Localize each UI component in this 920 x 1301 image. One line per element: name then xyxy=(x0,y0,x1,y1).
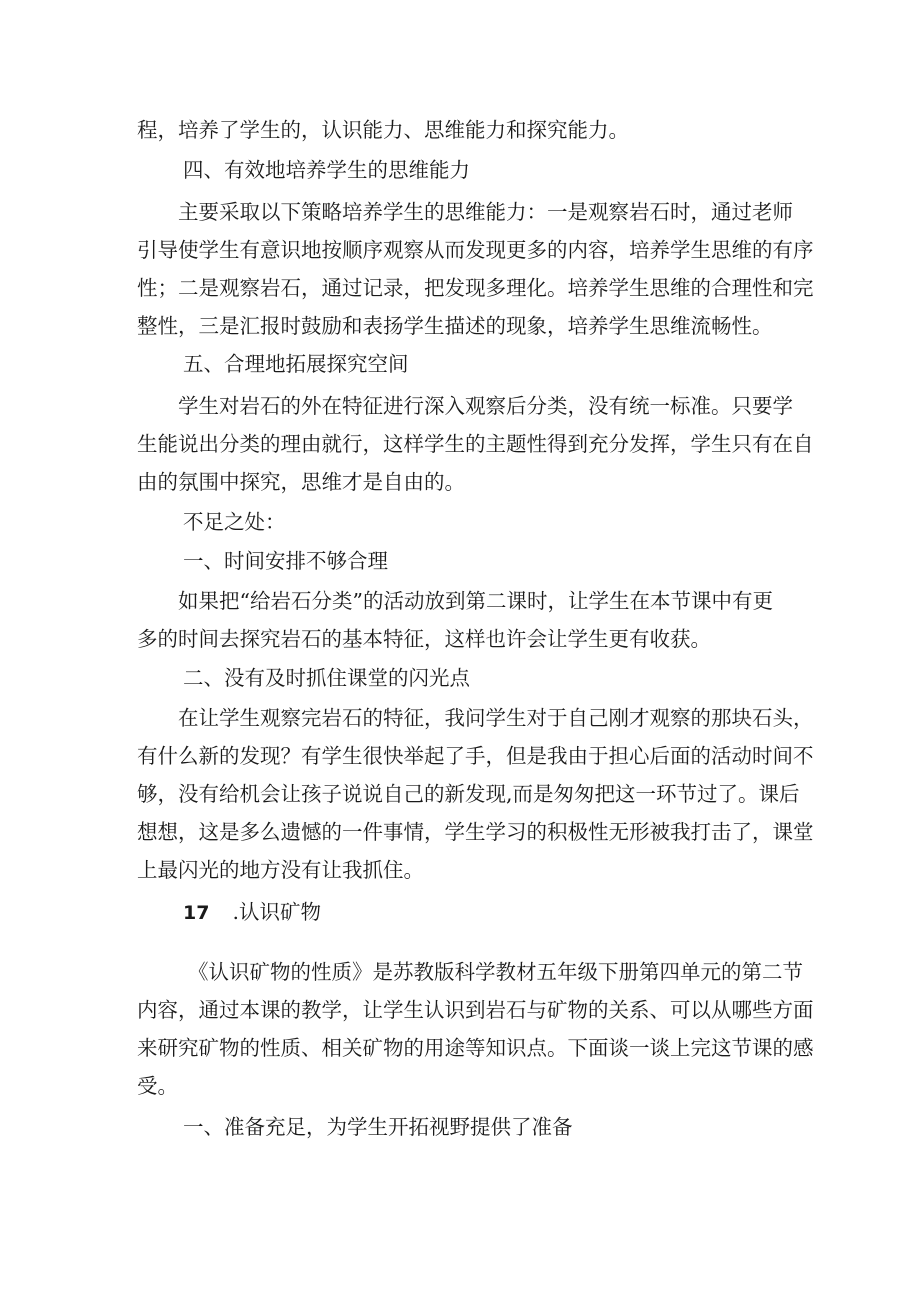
section-title: .认识矿物 xyxy=(232,900,322,924)
heading-shortcomings: 不足之处： xyxy=(183,510,286,534)
text-line: 想想，这是多么遗憾的一件事情，学生学习的积极性无形被我打击了，课堂 xyxy=(137,820,814,844)
paragraph-minerals-intro xyxy=(137,953,814,1105)
text-line: 由的氛围中探究，思维才是自由的。 xyxy=(137,470,465,494)
text-line: 来研究矿物的性质、相关矿物的用途等知识点。下面谈一谈上完这节课的感 xyxy=(137,1036,814,1060)
heading-highlight-moment: 二、没有及时抓住课堂的闪光点 xyxy=(183,666,470,690)
paragraph-continuation xyxy=(137,111,787,149)
heading-effective-thinking: 四、有效地培养学生的思维能力 xyxy=(183,158,470,182)
heading-time-arrangement: 一、时间安排不够合理 xyxy=(183,549,388,573)
text-line: 受。 xyxy=(137,1074,178,1098)
text-line: 上最闪光的地方没有让我抓住。 xyxy=(137,858,424,882)
text-line: 生能说出分类的理由就行，这样学生的主题性得到充分发挥，学生只有在自 xyxy=(137,432,814,456)
paragraph-thinking-strategies xyxy=(137,193,814,345)
text-line: 性；二是观察岩石，通过记录，把发现多理化。培养学生思维的合理性和完 xyxy=(137,276,814,300)
heading-preparation: 一、准备充足，为学生开拓视野提供了准备 xyxy=(183,1115,573,1139)
section-number: 17 xyxy=(183,902,210,924)
text-line: 内容，通过本课的教学，让学生认识到岩石与矿物的关系、可以从哪些方面 xyxy=(137,998,814,1022)
text-line: 主要采取以下策略培养学生的思维能力：一是观察岩石时，通过老师 xyxy=(178,200,793,224)
text-line: 整性，三是汇报时鼓励和表扬学生描述的现象，培养学生思维流畅性。 xyxy=(137,314,773,338)
paragraph-highlight-moment xyxy=(137,699,814,889)
text-line: 学生对岩石的外在特征进行深入观察后分类，没有统一标准。只要学 xyxy=(178,394,793,418)
paragraph-classification xyxy=(137,387,814,501)
section-heading-minerals xyxy=(183,893,321,932)
text-line: 引导使学生有意识地按顺序观察从而发现更多的内容，培养学生思维的有序 xyxy=(137,238,814,262)
text-line: 够，没有给机会让孩子说说自己的新发现,而是匆匆把这一环节过了。课后 xyxy=(137,782,800,806)
text-line: 如果把“给岩石分类”的活动放到第二课时，让学生在本节课中有更 xyxy=(178,589,773,613)
text-line: 《认识矿物的性质》是苏教版科学教材五年级下册第四单元的第二节 xyxy=(188,960,803,984)
text-line: 在让学生观察完岩石的特征，我问学生对于自己刚才观察的那块石头， xyxy=(178,706,814,730)
text-line: 多的时间去探究岩石的基本特征，这样也许会让学生更有收获。 xyxy=(137,627,711,651)
text-line: 有什么新的发现？有学生很快举起了手，但是我由于担心后面的活动时间不 xyxy=(137,744,814,768)
text-line: 程，培养了学生的，认识能力、思维能力和探究能力。 xyxy=(137,118,629,142)
paragraph-time-arrangement xyxy=(137,582,787,658)
heading-expand-inquiry: 五、合理地拓展探究空间 xyxy=(183,352,409,376)
